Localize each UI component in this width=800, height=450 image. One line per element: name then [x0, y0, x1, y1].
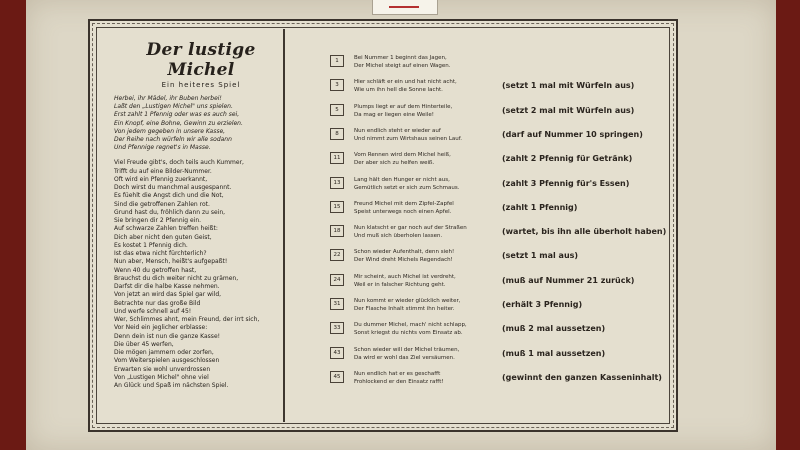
- poem-line: Vor Neid ein jeglicher erblasse:: [114, 324, 208, 332]
- rule-row: [330, 128, 670, 152]
- rule-row: [330, 177, 670, 201]
- verse-line: Frohlockend er den Einsatz rafft!: [354, 378, 444, 385]
- poem-line: Viel Freude gibt's, doch teils auch Kummer,: [114, 159, 244, 167]
- verse-line: Sonst kriegst du nichts vom Einsatz ab.: [354, 330, 463, 337]
- verse-line: Der Flasche Inhalt stimmt ihn heiter.: [354, 306, 455, 312]
- rule-verse: [354, 200, 504, 216]
- rule-row: [330, 55, 670, 79]
- poem-line: Doch wirst du manchmal ausgespannt.: [114, 184, 232, 192]
- rule-verse: [354, 78, 504, 94]
- poem-line: Trifft du auf eine Bilder-Nummer.: [114, 167, 212, 175]
- verse-line: Lang hält den Hunger er nicht aus,: [354, 176, 450, 183]
- rule-verse: [354, 151, 504, 167]
- square-number: 43: [330, 347, 344, 359]
- rule-action: (setzt 1 mal mit Würfeln aus): [502, 81, 635, 91]
- poem-line: Auf schwarze Zahlen treffen heißt:: [114, 225, 218, 233]
- rule-action: (wartet, bis ihn alle überholt haben): [502, 227, 667, 237]
- rule-verse: [354, 248, 504, 264]
- rules-poem: [114, 159, 288, 390]
- top-tab: [372, 0, 438, 15]
- rule-action: (setzt 2 mal mit Würfeln aus): [502, 105, 635, 115]
- poem-line: Nun aber, Mensch, heißt's aufgepaßt!: [114, 258, 228, 266]
- square-number: 31: [330, 298, 344, 310]
- poem-line: Vom Weiterspielen ausgeschlossen: [114, 357, 220, 365]
- rule-action: (darf auf Nummer 10 springen): [502, 129, 643, 139]
- poem-line: Dich aber nicht den guten Geist,: [114, 233, 212, 241]
- verse-line: Der aber sich zu helfen weiß.: [354, 160, 435, 167]
- verse-line: Und muß sich überholen lassen.: [354, 233, 443, 240]
- square-number: 33: [330, 322, 344, 334]
- poem-line: Denn dein ist nun die ganze Kasse!: [114, 332, 221, 340]
- poem-line: Darfst dir die halbe Kasse nehmen.: [114, 283, 220, 291]
- rule-row: [330, 274, 670, 298]
- verse-line: Hier schläft er ein und hat nicht acht,: [354, 79, 457, 86]
- verse-line: Du dummer Michel, mach' nicht schlapp,: [354, 322, 467, 329]
- rule-verse: [354, 176, 504, 192]
- rule-action: (zahlt 2 Pfennig für Getränk): [502, 154, 633, 164]
- game-title: Der lustige Michel: [146, 40, 256, 80]
- verse-line: Wie um ihn hell die Sonne lacht.: [354, 87, 443, 94]
- rule-action: (erhält 3 Pfennig): [502, 300, 583, 309]
- rule-action: (zahlt 1 Pfennig): [502, 202, 578, 212]
- square-number: 11: [330, 152, 344, 164]
- poem-line: Brauchst du dich weiter nicht zu grämen,: [114, 274, 239, 282]
- square-number: 45: [330, 371, 344, 383]
- verse-line: Nun endlich hat er es geschafft: [354, 370, 441, 377]
- poem-line: Die mögen jammern oder zorfen,: [114, 349, 214, 357]
- poem-line: Oft wird ein Pfennig zuerkannt,: [114, 175, 208, 183]
- game-subtitle: Ein heiteres Spiel: [161, 81, 241, 89]
- poem-line: Von jetzt an wird das Spiel gar wild,: [114, 291, 222, 299]
- rule-row: [330, 104, 670, 128]
- rule-action: (muß 1 mal aussetzen): [502, 348, 606, 358]
- intro-line: Von jedem gegeben in unsere Kasse,: [114, 127, 226, 135]
- rule-row: [330, 322, 670, 346]
- poem-line: Sie bringen dir 2 Pfennig ein.: [114, 217, 202, 225]
- verse-line: Schon wieder Aufenthalt, denn sieh!: [354, 249, 455, 256]
- intro-line: Erst zahlt 1 Pfennig oder was es auch sei,: [114, 111, 240, 119]
- rule-verse: [354, 273, 504, 289]
- square-number: 13: [330, 177, 344, 189]
- square-number: 22: [330, 249, 344, 261]
- rule-action: (muß 2 mal aussetzen): [502, 324, 606, 334]
- rule-verse: [354, 346, 504, 362]
- poem-line: Es füehlt die Angst dich und die Not,: [114, 192, 224, 200]
- verse-line: Bei Nummer 1 beginnt das Jagen,: [354, 55, 447, 61]
- intro-line: Herbei, ihr Mädel, ihr Buben herbei!: [114, 95, 222, 102]
- poem-line: Von „Lustigen Michel" ohne viel: [114, 373, 209, 381]
- rule-verse: [354, 103, 504, 119]
- intro-line: Laßt den „Lustigen Michel" uns spielen.: [114, 103, 233, 111]
- verse-line: Gemütlich setzt er sich zum Schmaus.: [354, 184, 460, 191]
- rule-verse: [354, 54, 504, 70]
- verse-line: Vom Rennen wird dem Michel heiß,: [354, 152, 451, 159]
- poem-line: Sind die getroffenen Zahlen rot.: [114, 200, 210, 208]
- poem-line: Wenn 40 du getroffen hast,: [114, 266, 197, 274]
- rule-action: (setzt 1 mal aus): [502, 251, 579, 261]
- verse-line: Schon wieder will der Michel träumen,: [354, 346, 460, 353]
- rule-action: (muß auf Nummer 21 zurück): [502, 275, 635, 285]
- rule-row: [330, 249, 670, 273]
- square-number: 1: [330, 55, 344, 67]
- poem-line: Grund hast du, fröhlich dann zu sein,: [114, 208, 226, 216]
- square-number: 5: [330, 104, 344, 116]
- rule-verse: [354, 224, 504, 240]
- verse-line: Da mag er liegen eine Weile!: [354, 111, 434, 118]
- rule-verse: [354, 321, 504, 337]
- intro-line: Und Pfennige regnet's in Masse.: [114, 144, 211, 152]
- rule-row: [330, 347, 670, 371]
- square-number: 18: [330, 225, 344, 237]
- verse-line: Nun endlich steht er wieder auf: [354, 127, 441, 134]
- verse-line: Plumps liegt er auf dem Hinterteile,: [354, 103, 453, 110]
- verse-line: Nun kommt er wieder glücklich weiter,: [354, 298, 461, 304]
- poem-line: Wer, Schlimmes ahnt, mein Freund, der irrt sich,: [114, 316, 260, 324]
- square-number: 24: [330, 274, 344, 286]
- verse-line: Und nimmt zum Wirtshaus seinen Lauf.: [354, 135, 463, 142]
- rule-action: (gewinnt den ganzen Kasseninhalt): [502, 372, 662, 382]
- poem-line: An Glück und Spaß im nächsten Spiel.: [114, 382, 229, 390]
- rule-verse: [354, 127, 504, 143]
- square-number: 8: [330, 128, 344, 140]
- poem-line: Und werfe schnell auf 45!: [114, 307, 192, 315]
- rule-row: [330, 201, 670, 225]
- rule-verse: [354, 370, 504, 386]
- verse-line: Mir scheint, auch Michel ist verdreht,: [354, 273, 456, 280]
- square-number: 3: [330, 79, 344, 91]
- rule-verse: [354, 297, 504, 313]
- verse-line: Der Michel steigt auf einen Wagen.: [354, 63, 451, 69]
- verse-line: Nun klatscht er gar noch auf der Straßen: [354, 225, 467, 232]
- rule-row: [330, 298, 670, 322]
- verse-line: Freund Michel mit dem Zipfel-Zapfel: [354, 200, 454, 207]
- square-number: 15: [330, 201, 344, 213]
- poem-line: Erwarten sie wohl unverdrossen: [114, 365, 211, 373]
- poem-line: Es kostet 1 Pfennig dich.: [114, 241, 188, 249]
- verse-line: Weil er in falscher Richtung geht.: [354, 281, 446, 288]
- rule-row: [330, 152, 670, 176]
- verse-line: Da wird er wohl das Ziel versäumen.: [354, 354, 455, 361]
- poem-line: Die über 45 werfen,: [114, 340, 174, 348]
- poem-line: Betrachte nur das große Bild: [114, 299, 201, 307]
- verse-line: Speist unterwegs noch einen Apfel.: [354, 208, 452, 215]
- rule-row: [330, 79, 670, 103]
- intro-line: Ein Knopf, eine Bohne, Gewinn zu erzielen.: [114, 119, 243, 127]
- intro-verse: [114, 95, 288, 152]
- rules-left-column: [114, 40, 288, 390]
- rule-row: [330, 225, 670, 249]
- rule-row: [330, 371, 670, 395]
- rule-action: (zahlt 3 Pfennig für's Essen): [502, 178, 630, 188]
- intro-line: Der Reihe nach würfeln wir alle sodann: [114, 136, 232, 144]
- verse-line: Der Wind dreht Michels Regendach!: [354, 257, 453, 264]
- poem-line: Ist das etwa nicht fürchterlich?: [114, 250, 207, 258]
